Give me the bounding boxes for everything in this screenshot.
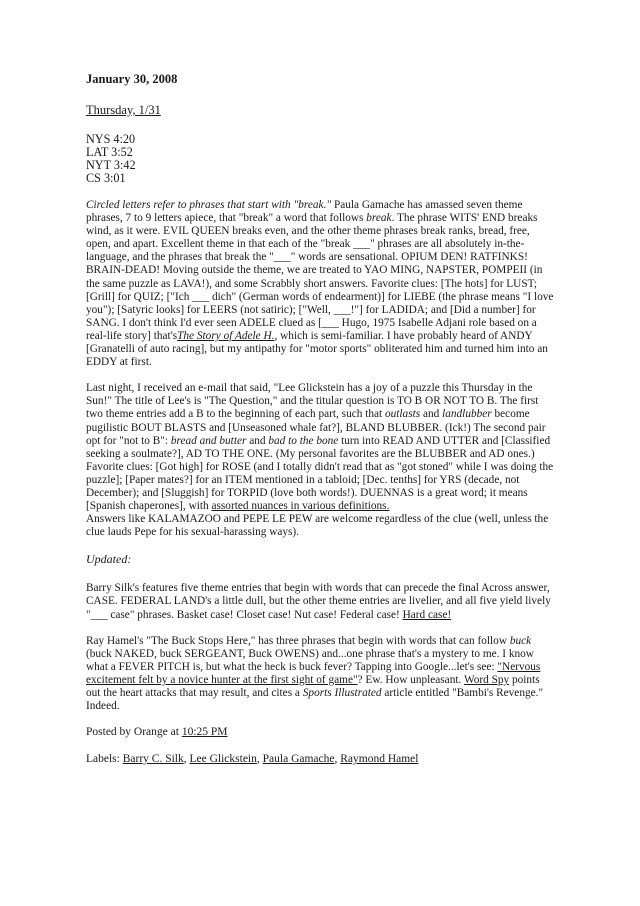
label-link-lee-glickstein[interactable]: Lee Glickstein: [189, 753, 257, 766]
paragraph-cs-review: [86, 582, 554, 621]
label-link-raymond-hamel[interactable]: Raymond Hamel: [340, 753, 419, 766]
paragraph-text: . The phrase WITS' END breaks wind, as it were. EVIL QUEEN breaks even, and the other theme phrases break ranks, bread, free, open, and apart. Excellent theme in that each of the "break ___" phrases are all absolutely in-the-language, and the phrases that break the "___" words are sensational. OPIUM DEN! RATFINKS! BRAIN-DEAD! Moving outside the theme, we are treated to YAO MING, NAPSTER, POMPEII (in the same puzzle as LAVA!), and some Scrabbly short answers. Favorite clues: [The hots] for LUST; [Grill] for QUIZ; ["Ich ___ dich" (German words of endearment)] for LIEBE (the phrase means "I love you"); [Satyric looks] for LEERS (not satiric); ["Well, ___!"] for LADIDA; and [Did a number] for SANG. I don't think I'd ever seen ADELE clued as [___ Hugo, 1975 Isabelle Adjani role based on a real-life story] that's: [86, 212, 554, 342]
paragraph-sun-review-end: Answers like KALAMAZOO and PEPE LE PEW are welcome regardless of the clue (well, unless the clue lauds Pepe for his sexual-harassing ways).: [86, 513, 549, 539]
post-date-header: January 30, 2008: [86, 72, 178, 86]
duennas-definitions-link[interactable]: assorted nuances in various definitions.: [211, 500, 390, 513]
paragraph-lat-review: [86, 635, 554, 714]
solve-time-lat: LAT 3:52: [86, 145, 133, 159]
adele-h-link[interactable]: The Story of Adele H.: [177, 329, 275, 342]
label-separator: ,: [334, 753, 341, 766]
italic-word: bread and butter: [170, 434, 247, 447]
hard-case-link[interactable]: Hard case!: [402, 608, 452, 621]
paragraph-text: ? Ew. How unpleasant.: [357, 673, 464, 686]
label-link-barry-silk[interactable]: Barry C. Silk: [122, 753, 184, 766]
posted-by-text: Posted by Orange at: [86, 726, 182, 739]
post-labels: [86, 753, 554, 765]
paragraph-text: Ray Hamel's "The Buck Stops Here," has three phrases that begin with words that can follow: [86, 634, 510, 647]
post-title[interactable]: Thursday, 1/31: [86, 103, 161, 117]
label-link-paula-gamache[interactable]: Paula Gamache: [262, 753, 335, 766]
solve-time-nys: NYS 4:20: [86, 132, 136, 146]
paragraph-text: turn into READ AND UTTER and [Classified seeking a soulmate?], AD TO THE ONE. (My personal favorites are the BLUBBER and AD ones.) Favorite clues: [Got high] for ROSE (and I totally didn't read that as "got stoned" while I was doing the puzzle]; [Paper mates?] for an ITEM mentioned in a tabloid; [Dec. tenths] for YRS (decade, not December); and [Sluggish] for TORPID (love both words!). DUENNAS is a great word; it means [Spanish chaperones], with: [86, 434, 554, 513]
paragraph-text: points out the heart attacks that may result, and cites a: [86, 673, 540, 699]
paragraph-text: and: [420, 408, 443, 421]
post-footer-posted-by: [86, 726, 554, 738]
circled-letters-note: Circled letters refer to phrases that start with "break.": [86, 199, 332, 211]
label-separator: ,: [183, 753, 190, 766]
labels-prefix: Labels:: [86, 753, 123, 766]
italic-word: buck: [509, 634, 532, 647]
italic-word: Sports Illustrated: [302, 687, 382, 699]
paragraph-text: become pugilistic BOUT BLASTS and [Unseasoned whale fat?], BLAND BLUBBER. (Ick!) The second pair opt for "not to B":: [86, 408, 546, 447]
paragraph-nys-review: [86, 199, 554, 369]
paragraph-sun-review: [86, 382, 554, 513]
paragraph-text: and: [246, 434, 269, 447]
paragraph-text: Barry Silk's features five theme entries that begin with words that can precede the final Across answer, CASE. FEDERAL LAND's a little dull, but the other theme entries are livelier, and all five yield lively "___ case" phrases. Basket case! Closet case! Nut case! Federal case!: [86, 582, 551, 621]
blog-post-page: [86, 72, 554, 765]
italic-word: landlubber: [442, 408, 492, 421]
paragraph-text: Paula Gamache has amassed seven theme phrases, 7 to 9 letters apiece, that "break" a word that follows: [86, 199, 523, 225]
label-separator: ,: [256, 753, 263, 766]
paragraph-text: Last night, I received an e-mail that said, "Lee Glickstein has a joy of a puzzle this Thursday in the Sun!" The title of Lee's is "The Question," and the titular question is TO B OR NOT TO B. The first two theme entries add a B to the beginning of each part, such that: [86, 382, 539, 421]
italic-word: bad to the bone: [268, 434, 339, 447]
paragraph-text: (buck NAKED, buck SERGEANT, Buck OWENS) and...one phrase that's a mystery to me. I know what a FEVER PITCH is, but what the heck is buck fever? Tapping into Google...let's see:: [86, 647, 534, 673]
post-time-permalink[interactable]: 10:25 PM: [181, 726, 228, 739]
paragraph-text: , which is semi-familiar. I have probably heard of ANDY [Granatelli of auto racing], but my antipathy for "motor sports" obliterated him and turned him into an EDDY at first.: [86, 329, 548, 369]
paragraph-text: article entitled "Bambi's Revenge." Indeed.: [86, 687, 544, 713]
italic-word: break: [366, 212, 392, 225]
buck-fever-definition-link[interactable]: "Nervous excitement felt by a novice hunter at the first sight of game": [86, 660, 541, 686]
italic-word: outlasts: [384, 408, 421, 421]
solve-time-cs: CS 3:01: [86, 171, 126, 185]
updated-heading: Updated:: [86, 552, 132, 567]
solve-times-list: [86, 133, 554, 185]
solve-time-nyt: NYT 3:42: [86, 158, 136, 172]
word-spy-link[interactable]: Word Spy: [463, 673, 510, 686]
